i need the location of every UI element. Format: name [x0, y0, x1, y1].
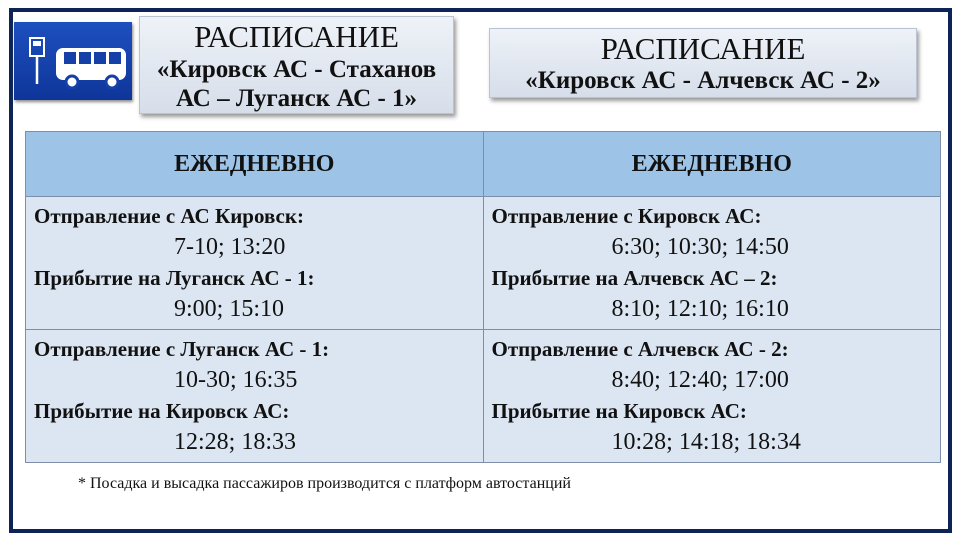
schedule-table [25, 131, 941, 463]
cell [26, 330, 484, 463]
arrival-label: Прибытие на Алчевск АС – 2: [491, 266, 778, 290]
arrival-times: 9:00; 15:10 [174, 296, 285, 322]
table-row [26, 197, 941, 330]
arrival-label: Прибытие на Луганск АС - 1: [34, 266, 315, 290]
departure-label: Отправление с АС Кировск: [34, 204, 304, 228]
left-route-line1: «Кировск АС - Стаханов [156, 55, 437, 83]
departure-label: Отправление с Кировск АС: [491, 204, 762, 228]
departure-times: 6:30; 10:30; 14:50 [611, 234, 789, 260]
arrival-times: 12:28; 18:33 [174, 429, 297, 455]
arrival-times: 8:10; 12:10; 16:10 [611, 296, 789, 322]
left-schedule-title [139, 16, 454, 114]
footnote: * Посадка и высадка пассажиров производится с платформ автостанций [78, 475, 571, 492]
departure-label: Отправление с Алчевск АС - 2: [491, 337, 789, 361]
cell [483, 197, 941, 330]
right-title: РАСПИСАНИЕ [600, 31, 806, 66]
arrival-times: 10:28; 14:18; 18:34 [611, 429, 801, 455]
right-schedule-title [489, 28, 917, 98]
departure-times: 7-10; 13:20 [174, 234, 286, 260]
left-route-line2: АС – Луганск АС - 1» [175, 84, 418, 112]
header-right: ЕЖЕДНЕВНО [483, 132, 941, 197]
departure-times: 10-30; 16:35 [174, 367, 298, 393]
cell [26, 197, 484, 330]
header-left: ЕЖЕДНЕВНО [26, 132, 484, 197]
departure-label: Отправление с Луганск АС - 1: [34, 337, 330, 361]
arrival-label: Прибытие на Кировск АС: [34, 399, 290, 423]
bus-stop-icon [14, 22, 132, 100]
left-title: РАСПИСАНИЕ [194, 19, 399, 54]
departure-times: 8:40; 12:40; 17:00 [611, 367, 789, 393]
table-row [26, 330, 941, 463]
arrival-label: Прибытие на Кировск АС: [491, 399, 747, 423]
right-route: «Кировск АС - Алчевск АС - 2» [525, 66, 881, 94]
cell [483, 330, 941, 463]
